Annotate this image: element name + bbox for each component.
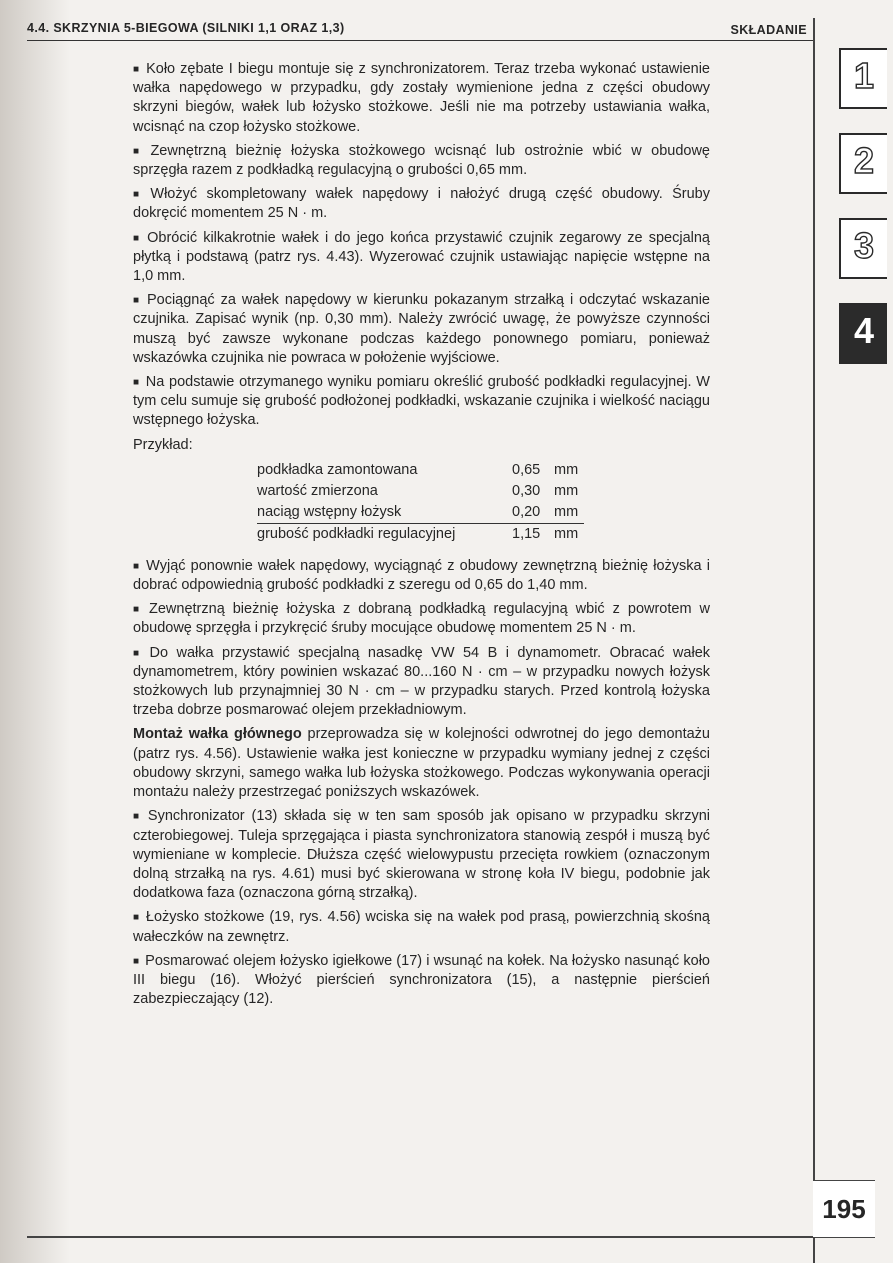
- row-label: wartość zmierzona: [257, 482, 378, 499]
- bullet-icon: ■: [133, 647, 144, 659]
- paragraph: ■ Łożysko stożkowe (19, rys. 4.56) wciska się na wałek pod prasą, powierzchnią skośną wałeczków na zewnętrz.: [133, 909, 710, 945]
- row-value: 0,20: [512, 503, 541, 520]
- table-sum-row: [257, 523, 584, 545]
- section-paragraph: Montaż wałka głównego przeprowadza się w kolejności odwrotnej do jego demontażu (patrz rys. 4.56). Ustawienie wałka jest konieczne w przypadku wymiany jednej z części obudowy skrzyni, samego wałka lub łożyska stożkowego. Podczas wykonywania operacji montażu należy przestrzegać poniższych wskazówek.: [133, 726, 710, 801]
- row-value: 0,65: [512, 461, 541, 478]
- table-row: [257, 460, 584, 481]
- footer-rule: [27, 1236, 813, 1238]
- table-row: [257, 481, 584, 502]
- bullet-icon: ■: [133, 811, 142, 823]
- chapter-tab-2[interactable]: 2: [839, 133, 887, 194]
- chapter-title: SKŁADANIE: [730, 23, 807, 37]
- paragraph: ■ Zewnętrzną bieżnię łożyska z dobraną podkładką regulacyjną wbić z powrotem w obudowę sprzęgła i przykręcić śruby mocujące obudowę momentem 25 N · m.: [133, 601, 710, 637]
- running-header: [27, 18, 813, 41]
- calculation-table: [257, 460, 584, 545]
- sum-value: 1,15: [512, 523, 554, 545]
- bullet-icon: ■: [133, 295, 141, 307]
- page-number: 195: [813, 1180, 875, 1238]
- page-edge-shadow: [0, 0, 70, 1263]
- paragraph: ■ Posmarować olejem łożysko igiełkowe (17) i wsunąć na kołek. Na łożysko nasunąć koło III biegu (16). Włożyć pierścień synchronizatora (15), a następnie pierścień zabezpieczający (12).: [133, 952, 710, 1008]
- example-label: Przykład:: [133, 436, 193, 453]
- row-unit: mm: [554, 503, 579, 520]
- row-label: podkładka zamontowana: [257, 461, 418, 478]
- paragraph: ■ Koło zębate I biegu montuje się z synchronizatorem. Teraz trzeba wykonać ustawienie wałka napędowego w przypadku, gdy zostały wymienione jedna z części obudowy skrzyni biegów, wałek lub łożysko stożkowe. Jeśli nie ma potrzeby ustawiania wałka, wcisnąć na czop łożysko stożkowe.: [133, 61, 711, 135]
- bullet-icon: ■: [133, 64, 141, 75]
- bullet-icon: ■: [133, 232, 142, 244]
- section-heading: Montaż wałka głównego: [133, 726, 302, 743]
- chapter-tab-1[interactable]: 1: [839, 48, 887, 109]
- chapter-tab-4[interactable]: 4: [839, 303, 887, 364]
- row-label: naciąg wstępny łożysk: [257, 503, 402, 520]
- bullet-icon: ■: [133, 189, 145, 201]
- bullet-icon: ■: [133, 955, 140, 967]
- paragraph: ■ Obrócić kilkakrotnie wałek i do jego końca przystawić czujnik zegarowy ze specjalną płytką i podstawą (patrz rys. 4.43). Wyzerować czujnik ustawiając napięcie wstępne na 1,0 mm.: [133, 229, 710, 285]
- row-unit: mm: [554, 482, 579, 499]
- margin-rule: [813, 18, 815, 1263]
- bullet-icon: ■: [133, 145, 145, 157]
- table-row: [257, 502, 584, 524]
- chapter-tab-3[interactable]: 3: [839, 218, 887, 279]
- bullet-icon: ■: [133, 560, 141, 572]
- paragraph: ■ Zewnętrzną bieżnię łożyska stożkowego wcisnąć lub ostrożnie wbić w obudowę sprzęgła razem z podkładką regulacyjną o grubości 0,65 mm.: [133, 142, 710, 179]
- bullet-icon: ■: [133, 604, 143, 616]
- section-title: 4.4. SKRZYNIA 5-BIEGOWA (SILNIKI 1,1 ORAZ 1,3): [27, 21, 345, 35]
- paragraph: ■ Do wałka przystawić specjalną nasadkę VW 54 B i dynamometr. Obracać wałek dynamometrem, który powinien wskazać 80...160 N · cm – w przypadku nowych łożysk stożkowych lub przynajmniej 30 N · cm – w przypadku starych. Przed kontrolą łożyska trzeba dobrze posmarować olejem przekładniowym.: [133, 644, 711, 719]
- paragraph: ■ Synchronizator (13) składa się w ten sam sposób jak opisano w przypadku skrzyni czterobiegowej. Tuleja sprzęgająca i piasta synchronizatora stanowią zespół i muszą być wymieniane w komplecie. Dłuższa część wielowypustu przecięta rowkiem (oznaczonym dolną strzałką na rys. 4.61) musi być skierowana w stronę koła IV biegu, podobnie jak dodatkowa faza (oznaczona górną strzałką).: [133, 808, 711, 902]
- paragraph: ■ Wyjąć ponownie wałek napędowy, wyciągnąć z obudowy zewnętrzną bieżnię łożyska i dobrać odpowiednią grubość podkładki z szeregu od 0,65 do 1,40 mm.: [133, 557, 710, 594]
- sum-unit: mm: [554, 523, 584, 545]
- paragraph: ■ Pociągnąć za wałek napędowy w kierunku pokazanym strzałką i odczytać wskazanie czujnika. Zapisać wynik (np. 0,30 mm). Należy zwrócić uwagę, że powyższe czynności muszą być zawsze wykonane podczas każdego ponownego pomiaru, ponieważ wskazówka czujnika nie powraca w położenie wyjściowe.: [133, 292, 710, 366]
- row-unit: mm: [554, 461, 579, 478]
- bullet-icon: ■: [133, 377, 140, 389]
- sum-label: grubość podkładki regulacyjnej: [257, 523, 512, 545]
- paragraph: ■ Włożyć skompletowany wałek napędowy i nałożyć drugą część obudowy. Śruby dokręcić momentem 25 N · m.: [133, 186, 710, 222]
- main-text: [133, 60, 710, 1014]
- bullet-icon: ■: [133, 912, 140, 924]
- row-value: 0,30: [512, 482, 541, 499]
- paragraph: ■ Na podstawie otrzymanego wyniku pomiaru określić grubość podkładki regulacyjnej. W tym celu sumuje się grubość podłożonej podkładki, wskazanie czujnika i wielkość naciągu wstępnego łożyska.: [133, 374, 710, 429]
